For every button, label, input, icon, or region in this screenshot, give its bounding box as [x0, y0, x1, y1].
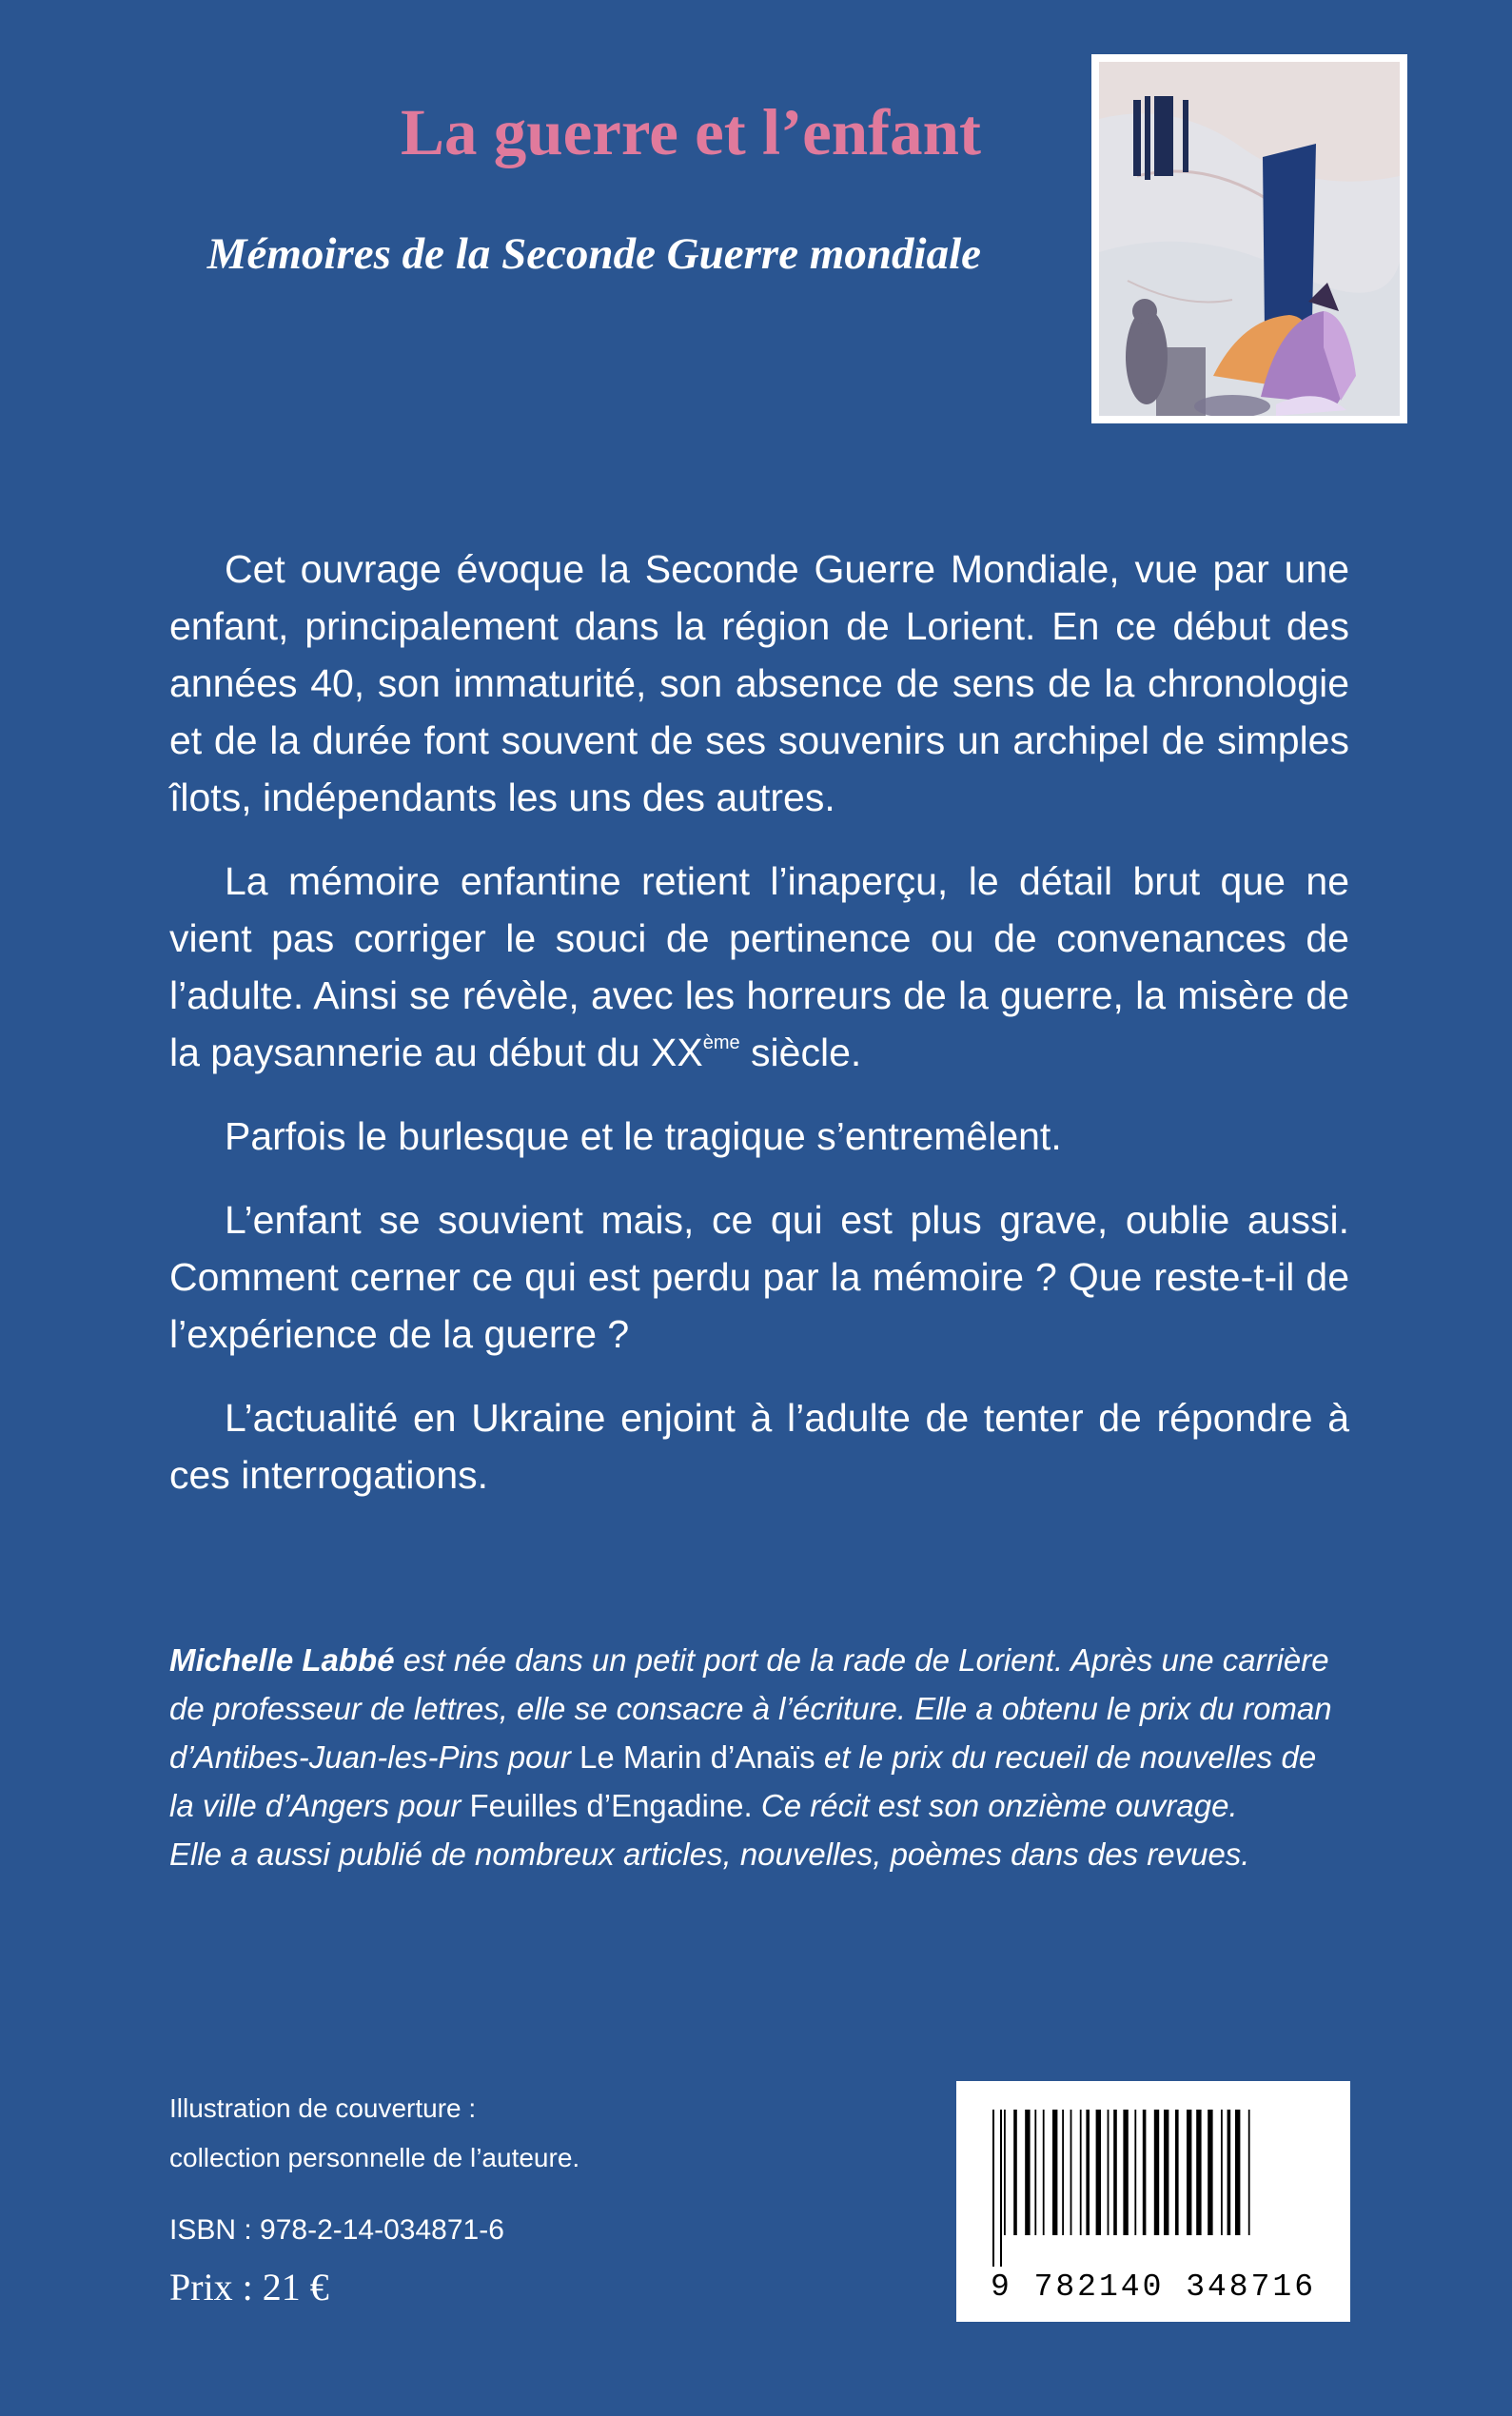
credits-label: Illustration de couverture : — [169, 2093, 477, 2123]
bio-paragraph: Michelle Labbé est née dans un petit port de la rade de Lorient. Après une carrière de professeur de lettres, elle se consacre à l’écriture. Elle a obtenu le prix du roman d’Antibes-Juan-les-Pins pour Le Marin d’Anaïs et le prix du recueil de nouvelles de la ville d’Angers pour Feuilles d’Engadine. Ce récit est son onzième ouvrage. — [169, 1642, 1332, 1823]
blurb-text: La mémoire enfantine retient l’inaperçu, le détail brut que ne vient pas corriger le souci de pertinence ou de convenances de l’adulte. Ainsi se révèle, avec les horreurs de la guerre, la misère de la paysannerie au début du XX — [169, 859, 1349, 1074]
credits-value: collection personnelle de l’auteure. — [169, 2143, 580, 2172]
blurb-paragraph — [169, 853, 1349, 1081]
ean13-barcode-icon — [979, 2110, 1327, 2271]
blurb-paragraph: Cet ouvrage évoque la Seconde Guerre Mondiale, vue par une enfant, principalement dans la région de Lorient. En ce début des années 40, son immaturité, son absence de sens de la chronologie et de la durée font souvent de ses souvenirs un archipel de simples îlots, indépendants les uns des autres. — [169, 547, 1349, 819]
author-bio — [169, 1636, 1349, 1878]
price: Prix : 21 € — [169, 2266, 329, 2308]
work-title: Feuilles d’Engadine. — [469, 1788, 753, 1823]
work-title: Le Marin d’Anaïs — [579, 1739, 815, 1775]
back-cover-blurb — [169, 540, 1349, 1530]
blurb-paragraph: L’actualité en Ukraine enjoint à l’adulte de tenter de répondre à ces interrogations. — [169, 1396, 1349, 1497]
bio-paragraph: Elle a aussi publié de nombreux articles, nouvelles, poèmes dans des revues. — [169, 1837, 1250, 1872]
blurb-paragraph: L’enfant se souvient mais, ce qui est plus grave, oublie aussi. Comment cerner ce qui est perdu par la mémoire ? Que reste-t-il de l’expérience de la guerre ? — [169, 1198, 1349, 1356]
barcode — [956, 2081, 1350, 2322]
barcode-digits: 9 782140 348716 — [990, 2269, 1317, 2305]
illustration-credits — [169, 2084, 579, 2183]
blurb-text: siècle. — [739, 1031, 862, 1074]
author-name: Michelle Labbé — [169, 1642, 395, 1678]
watercolor-painting-icon — [1099, 62, 1400, 416]
isbn: ISBN : 978-2-14-034871-6 — [169, 2214, 504, 2246]
blurb-paragraph: Parfois le burlesque et le tragique s’entremêlent. — [225, 1114, 1062, 1158]
book-title: La guerre et l’enfant — [401, 96, 981, 168]
cover-illustration — [1091, 54, 1407, 423]
superscript: ème — [702, 1032, 740, 1053]
book-subtitle: Mémoires de la Seconde Guerre mondiale — [206, 229, 981, 279]
